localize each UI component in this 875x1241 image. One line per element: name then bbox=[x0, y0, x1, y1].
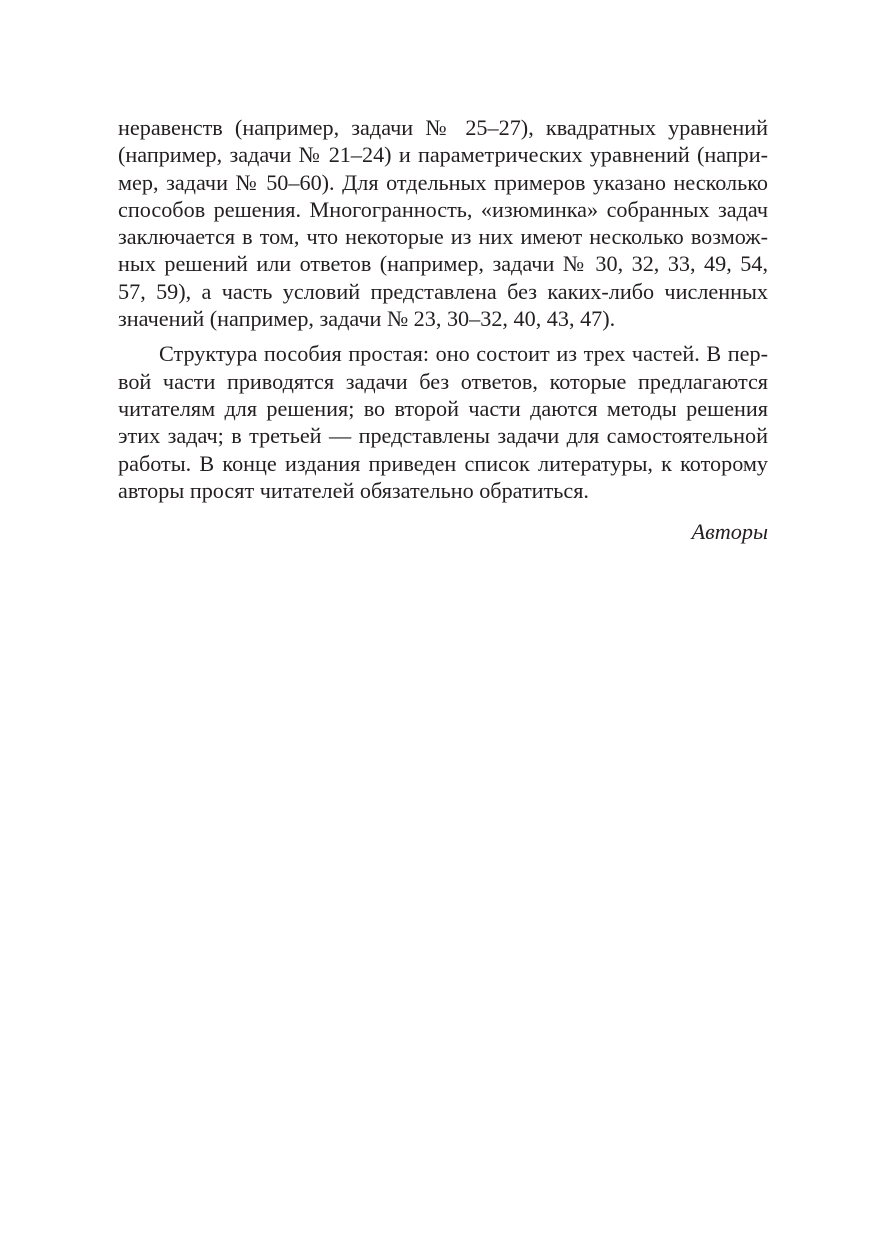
authors-signature: Авторы bbox=[691, 519, 768, 544]
paragraph-2 bbox=[118, 340, 768, 504]
text-line: неравенств (например, задачи № 25–27), квадратных уравнений bbox=[118, 115, 768, 140]
text-line: 57, 59), а часть условий представлена без каких-либо численных bbox=[118, 278, 768, 304]
body-text bbox=[118, 114, 768, 504]
paragraph-1 bbox=[118, 114, 768, 332]
text-line: значений (например, задачи № 23, 30–32, 40, 43, 47). bbox=[118, 306, 616, 332]
text-line: ных решений или ответов (например, задачи № 30, 32, 33, 49, 54, bbox=[118, 251, 768, 277]
text-line: способов решения. Многогранность, «изюминка» собранных задач bbox=[118, 196, 768, 222]
text-line: мер, задачи № 50–60). Для отдельных примеров указано несколько bbox=[118, 169, 768, 195]
text-line: заключается в том, что некоторые из них имеют несколько возмож- bbox=[118, 224, 768, 250]
text-line: Структура пособия простая: оно состоит из трех частей. В пер- bbox=[159, 341, 768, 367]
text-line: работы. В конце издания приведен список литературы, к которому bbox=[118, 450, 768, 476]
text-line: этих задач; в третьей — представлены задачи для самостоятельной bbox=[118, 423, 768, 449]
text-line: читателям для решения; во второй части даются методы решения bbox=[118, 395, 768, 421]
text-line: авторы просят читателей обязательно обратиться. bbox=[118, 477, 589, 503]
text-line: вой части приводятся задачи без ответов, которые предлагаются bbox=[118, 368, 768, 394]
paragraph-spacer bbox=[118, 332, 768, 340]
text-line: (например, задачи № 21–24) и параметрических уравнений (напри- bbox=[118, 142, 768, 168]
